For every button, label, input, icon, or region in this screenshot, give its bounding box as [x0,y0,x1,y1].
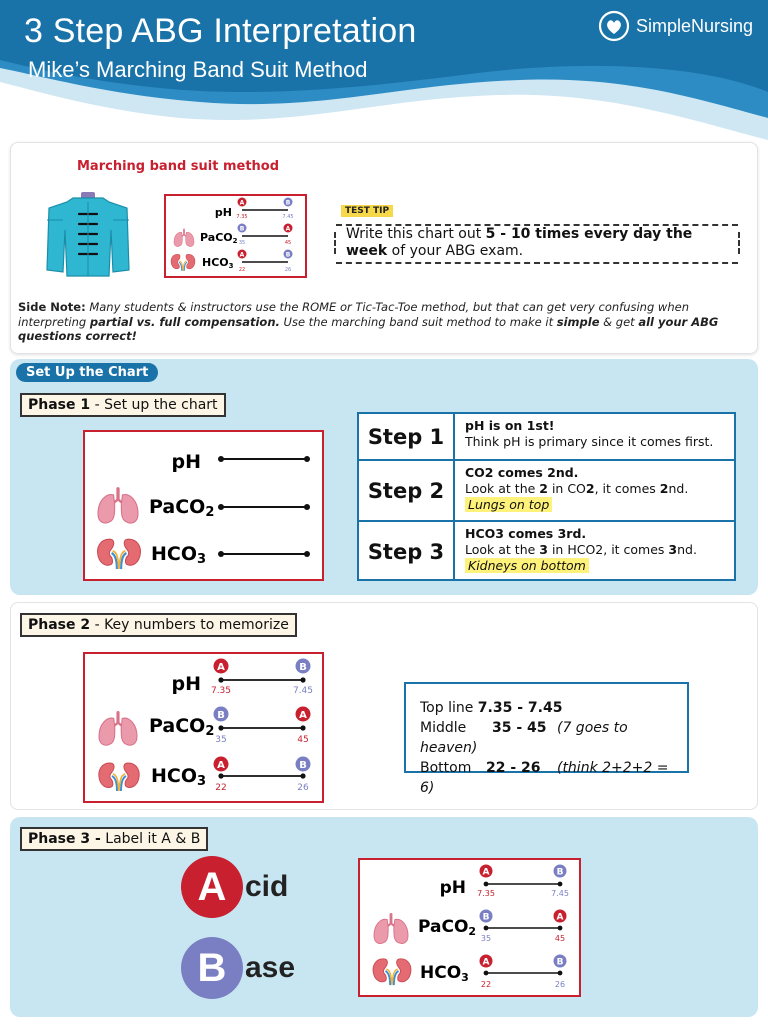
mini-hco3-sub: 3 [228,262,234,270]
key-top-value: 7.35 - 7.45 [477,700,563,716]
step-2-highlight: Lungs on top [465,497,552,512]
step-1-label: Step 1 [359,414,455,459]
num-paco2-base: B [217,710,225,721]
step-1-title: pH is on 1st! [465,418,555,433]
lab-paco2-sub: 2 [468,925,477,938]
phase2-text: - Key numbers to memorize [90,617,289,633]
step-1-line: Think pH is primary since it comes first. [465,434,714,449]
num-paco2-label: PaCO [149,715,206,737]
mini-ph-acid: A [239,199,245,207]
svg-text:HCO3 [151,765,206,789]
method-heading: Marching band suit method [77,159,280,174]
lab-ph-label: pH [439,878,466,898]
phase2-bold: Phase 2 [28,617,91,633]
step-2-end: nd. [668,481,689,496]
num-ph-label: pH [171,673,201,695]
tip-text-after: of your ABG exam. [387,243,524,259]
setup-pill: Set Up the Chart [16,363,158,382]
mini-chart-drawing [166,196,305,276]
lab-paco2-low: 35 [480,934,492,943]
base-label [181,937,295,999]
lab-hco3-high: 26 [554,980,566,989]
brand-name: SimpleNursing [636,15,754,36]
key-bot-label: Bottom [420,760,472,776]
step-3-pre: Look at the [465,542,540,557]
tip-text-bold: 5 - 10 times every day the week [346,226,693,259]
num-hco3-low: 22 [215,783,227,793]
side-note-bold-1: partial vs. full compensation. [89,314,280,329]
step-3-n: 3 [539,542,548,557]
numbers-chart [83,652,324,803]
step-1-desc [455,414,723,459]
num-ph-acid: A [217,662,225,673]
setup-hco3-sub: 3 [197,552,207,567]
step-2-pre: Look at the [465,481,540,496]
test-tip-text [346,226,736,260]
mini-paco2-label: PaCO [200,231,233,244]
key-mid-note: (7 goes to heaven) [420,720,628,756]
num-hco3-base: B [299,760,307,771]
marching-suit-icon [42,190,134,280]
svg-text:HCO3 [420,963,469,984]
num-hco3-sub: 3 [197,774,207,789]
key-top-label: Top line [420,700,478,716]
num-hco3-acid: A [217,760,225,771]
step-2-n3: 2 [659,481,669,496]
setup-hco3-label: HCO [151,543,197,565]
mini-paco2-high: 45 [284,240,292,246]
labeled-chart-drawing [360,860,579,995]
step-2-desc [455,461,698,520]
num-ph-low: 7.35 [210,686,232,696]
setup-chart [83,430,324,581]
steps-table [357,412,736,581]
phase3-label [20,827,208,851]
num-hco3-high: 26 [297,783,309,793]
step-3-mid: in HCO2, it comes [547,542,669,557]
lab-paco2-label: PaCO [418,917,469,937]
acid-word: cid [245,870,289,903]
step-3-n3: 3 [668,542,678,557]
side-note-text-2: Use the marching band suit method to make it [279,314,557,329]
key-top-line [420,698,673,718]
svg-text:PaCO2 [200,231,238,245]
svg-text:HCO3 [151,543,206,567]
key-bot-value: 22 - 26 [486,760,541,776]
phase1-text: - Set up the chart [90,397,218,413]
step-row-2 [359,459,734,520]
step-3-highlight: Kidneys on bottom [465,558,589,573]
lab-ph-acid: A [482,867,490,878]
key-mid-value: 35 - 45 [492,720,547,736]
step-row-1 [359,414,734,459]
phase1-label [20,393,226,417]
phase2-label [20,613,297,637]
acid-label [181,856,288,918]
stethoscope-heart-icon [597,10,631,42]
key-numbers-box [404,682,689,796]
lab-paco2-base: B [482,912,490,923]
setup-chart-drawing [85,432,322,579]
lab-hco3-low: 22 [480,980,492,989]
key-mid-label: Middle [420,720,467,736]
mini-paco2-acid: A [285,225,291,233]
mini-chart [164,194,307,278]
step-3-desc [455,522,707,581]
lab-ph-low: 7.35 [477,889,495,898]
mini-hco3-label: HCO [202,256,229,269]
setup-paco2-sub: 2 [205,505,215,520]
side-note-bold-3: all your ABG questions correct! [18,314,719,343]
mini-hco3-low: 22 [238,267,246,273]
setup-ph-label: pH [171,451,201,473]
svg-text:PaCO2 [149,715,214,739]
page-title: 3 Step ABG Interpretation [24,12,417,50]
mini-paco2-sub: 2 [232,237,238,245]
svg-text:HCO3 [202,256,234,270]
side-note-text-1: Many students & instructors use the ROME or Tic-Tac-Toe method, but that can get very confusing when interpreting [18,300,689,329]
mini-ph-high: 7.45 [282,214,294,220]
lab-hco3-base: B [556,957,564,968]
numbers-chart-drawing [85,654,322,801]
num-paco2-low: 35 [215,735,227,745]
num-ph-base: B [299,662,307,673]
step-3-label: Step 3 [359,522,455,581]
lab-ph-base: B [556,867,564,878]
svg-text:PaCO2 [149,496,214,520]
mini-ph-base: B [285,199,291,207]
labeled-chart [358,858,581,997]
lab-hco3-acid: A [482,957,490,968]
mini-hco3-high: 26 [284,267,292,273]
page-subtitle: Mike’s Marching Band Suit Method [28,57,368,82]
base-word: ase [245,951,296,984]
phase3-text: Label it A & B [100,831,201,847]
lab-paco2-high: 45 [554,934,566,943]
svg-text:PaCO2 [418,917,476,938]
lab-hco3-label: HCO [420,963,462,983]
key-bottom-line [420,758,673,798]
phase3-bold: Phase 3 - [28,831,101,847]
mini-ph-label: pH [214,206,232,219]
mini-paco2-base: B [239,225,245,233]
setup-paco2-label: PaCO [149,496,206,518]
key-bot-note: (think 2+2+2 = 6) [420,760,669,796]
mini-paco2-low: 35 [238,240,246,246]
mini-hco3-acid: A [239,251,245,259]
side-note-text-3: & get [599,314,639,329]
num-paco2-acid: A [299,710,307,721]
step-2-title: CO2 comes 2nd. [465,465,579,480]
step-3-title: HCO3 comes 3rd. [465,526,587,541]
phase1-bold: Phase 1 [28,397,91,413]
num-paco2-high: 45 [297,735,309,745]
step-2-n: 2 [539,481,548,496]
base-letter: B [181,937,243,999]
num-ph-high: 7.45 [292,686,314,696]
test-tip-badge: TEST TIP [341,205,393,217]
step-2-n2: 2 [585,481,595,496]
side-note-bold-2: simple [556,314,600,329]
side-note [18,300,758,344]
key-middle-line [420,718,673,758]
mini-hco3-base: B [285,251,291,259]
num-paco2-sub: 2 [205,724,215,739]
step-3-end: nd. [677,542,697,557]
brand-logo[interactable] [597,10,753,42]
num-hco3-label: HCO [151,765,197,787]
tip-text-before: Write this chart out [346,226,486,242]
lab-paco2-acid: A [556,912,564,923]
acid-letter: A [181,856,243,918]
lab-ph-high: 7.45 [551,889,569,898]
lab-hco3-sub: 3 [461,971,469,984]
mini-ph-low: 7.35 [236,214,248,220]
step-2-label: Step 2 [359,461,455,520]
step-2-post: , it comes [594,481,660,496]
side-note-label: Side Note: [18,300,86,314]
step-2-mid: in CO [547,481,586,496]
step-row-3 [359,520,734,581]
